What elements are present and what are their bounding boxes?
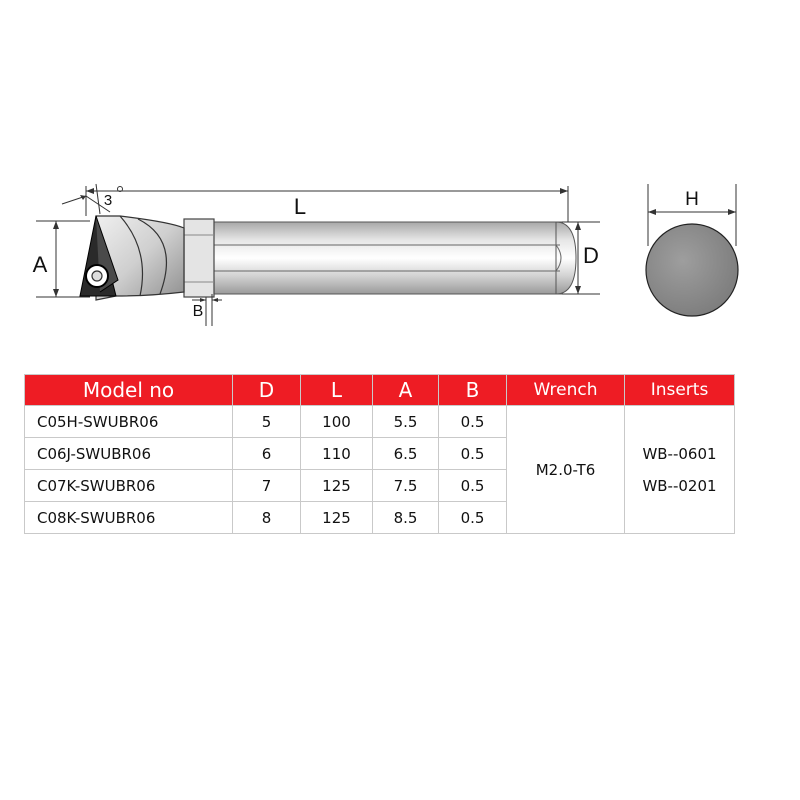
cell-d: 8	[233, 502, 301, 534]
cell-wrench: M2.0-T6	[507, 406, 625, 534]
cell-b: 0.5	[439, 470, 507, 502]
dimension-a	[33, 221, 90, 297]
cell-b: 0.5	[439, 406, 507, 438]
tool-shank	[212, 222, 562, 294]
cell-model: C08K-SWUBR06	[25, 502, 233, 534]
tool-technical-drawing	[0, 0, 800, 360]
cell-a: 7.5	[373, 470, 439, 502]
cell-l: 125	[301, 502, 373, 534]
end-view-circle	[646, 224, 738, 316]
cell-a: 6.5	[373, 438, 439, 470]
tool-collar	[184, 219, 214, 297]
specification-table	[24, 374, 735, 534]
table-header-row	[25, 375, 735, 406]
angle-label: 3	[103, 192, 113, 209]
tool-side-view	[80, 216, 576, 300]
cell-b: 0.5	[439, 502, 507, 534]
table-row	[25, 406, 735, 438]
cell-l: 110	[301, 438, 373, 470]
header-inserts: Inserts	[625, 375, 735, 406]
cell-a: 5.5	[373, 406, 439, 438]
end-view	[646, 184, 738, 316]
end-view-h-label: H	[685, 189, 699, 210]
cell-l: 125	[301, 470, 373, 502]
cell-d: 6	[233, 438, 301, 470]
header-b: B	[439, 375, 507, 406]
cell-l: 100	[301, 406, 373, 438]
insert-code: WB--0601	[642, 444, 717, 463]
dimension-b	[192, 294, 222, 326]
diameter-label: D	[583, 243, 599, 268]
cell-model: C06J-SWUBR06	[25, 438, 233, 470]
cell-model: C05H-SWUBR06	[25, 406, 233, 438]
cell-d: 5	[233, 406, 301, 438]
offset-b-label: B	[192, 303, 204, 320]
height-a-label: A	[32, 252, 48, 277]
length-label: L	[293, 194, 307, 219]
dimension-l	[86, 186, 568, 222]
cell-d: 7	[233, 470, 301, 502]
header-wrench: Wrench	[507, 375, 625, 406]
cell-a: 8.5	[373, 502, 439, 534]
cell-inserts	[625, 406, 735, 534]
insert-code: WB--0201	[642, 476, 717, 495]
cell-b: 0.5	[439, 438, 507, 470]
header-model-no: Model no	[25, 375, 233, 406]
header-a: A	[373, 375, 439, 406]
header-l: L	[301, 375, 373, 406]
shank-rounded-end	[556, 222, 576, 294]
cell-model: C07K-SWUBR06	[25, 470, 233, 502]
header-d: D	[233, 375, 301, 406]
dimension-angle	[62, 184, 112, 214]
